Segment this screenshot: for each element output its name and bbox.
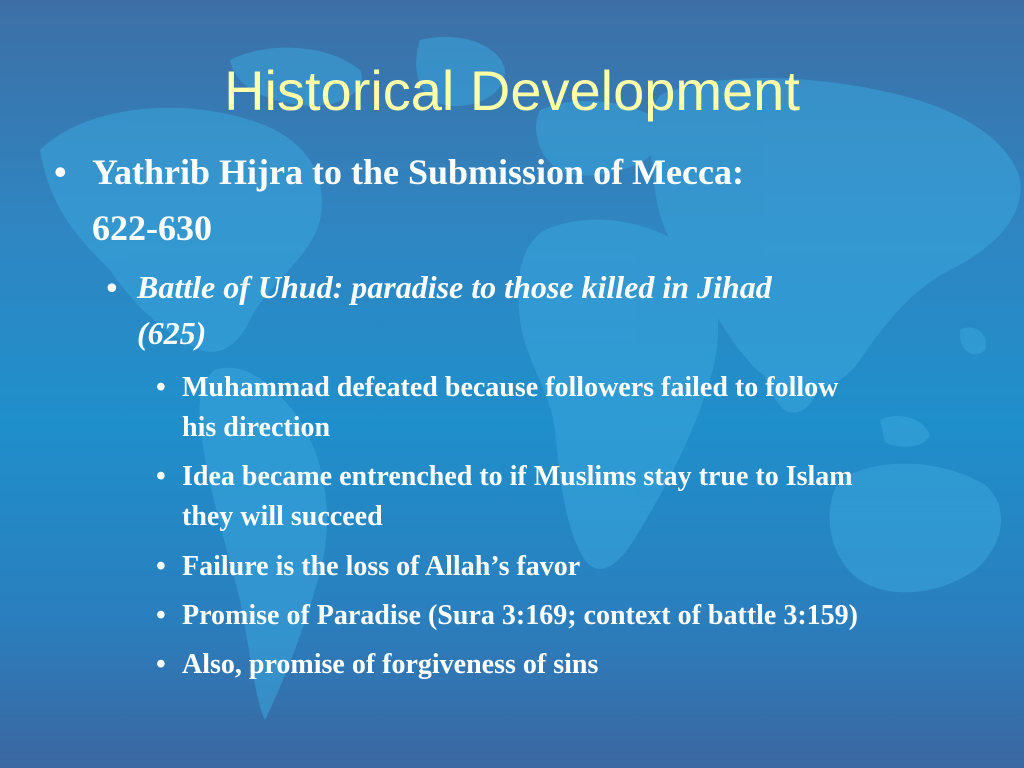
level3-item-3-line-1: Failure is the loss of Allah’s favor: [182, 551, 581, 582]
level3-item-2-line-1: Idea became entrenched to if Muslims stay true to Islam: [182, 461, 853, 492]
level3-item-2-line-2: they will succeed: [182, 501, 383, 532]
level2-line-1: Battle of Uhud: paradise to those killed in Jihad: [137, 269, 772, 305]
bullet-icon: •: [156, 461, 166, 492]
level1-line-1: Yathrib Hijra to the Submission of Mecca:: [92, 152, 744, 192]
bullet-icon: •: [156, 649, 166, 680]
bullet-icon: •: [156, 600, 166, 631]
level2-line-2: (625): [137, 315, 207, 351]
slide-title: Historical Development: [224, 59, 800, 122]
level3-item-5-line-1: Also, promise of forgiveness of sins: [182, 649, 599, 680]
bullet-icon: •: [156, 551, 166, 582]
level3-item-1-line-2: his direction: [182, 412, 331, 443]
level3-item-4-line-1: Promise of Paradise (Sura 3:169; context of battle 3:159): [182, 600, 859, 631]
level1-line-2: 622-630: [92, 208, 212, 248]
bullet-icon: •: [106, 269, 118, 305]
bullet-icon: •: [156, 372, 166, 403]
bullet-icon: •: [54, 152, 67, 192]
level3-item-1-line-1: Muhammad defeated because followers failed to follow: [182, 372, 839, 403]
